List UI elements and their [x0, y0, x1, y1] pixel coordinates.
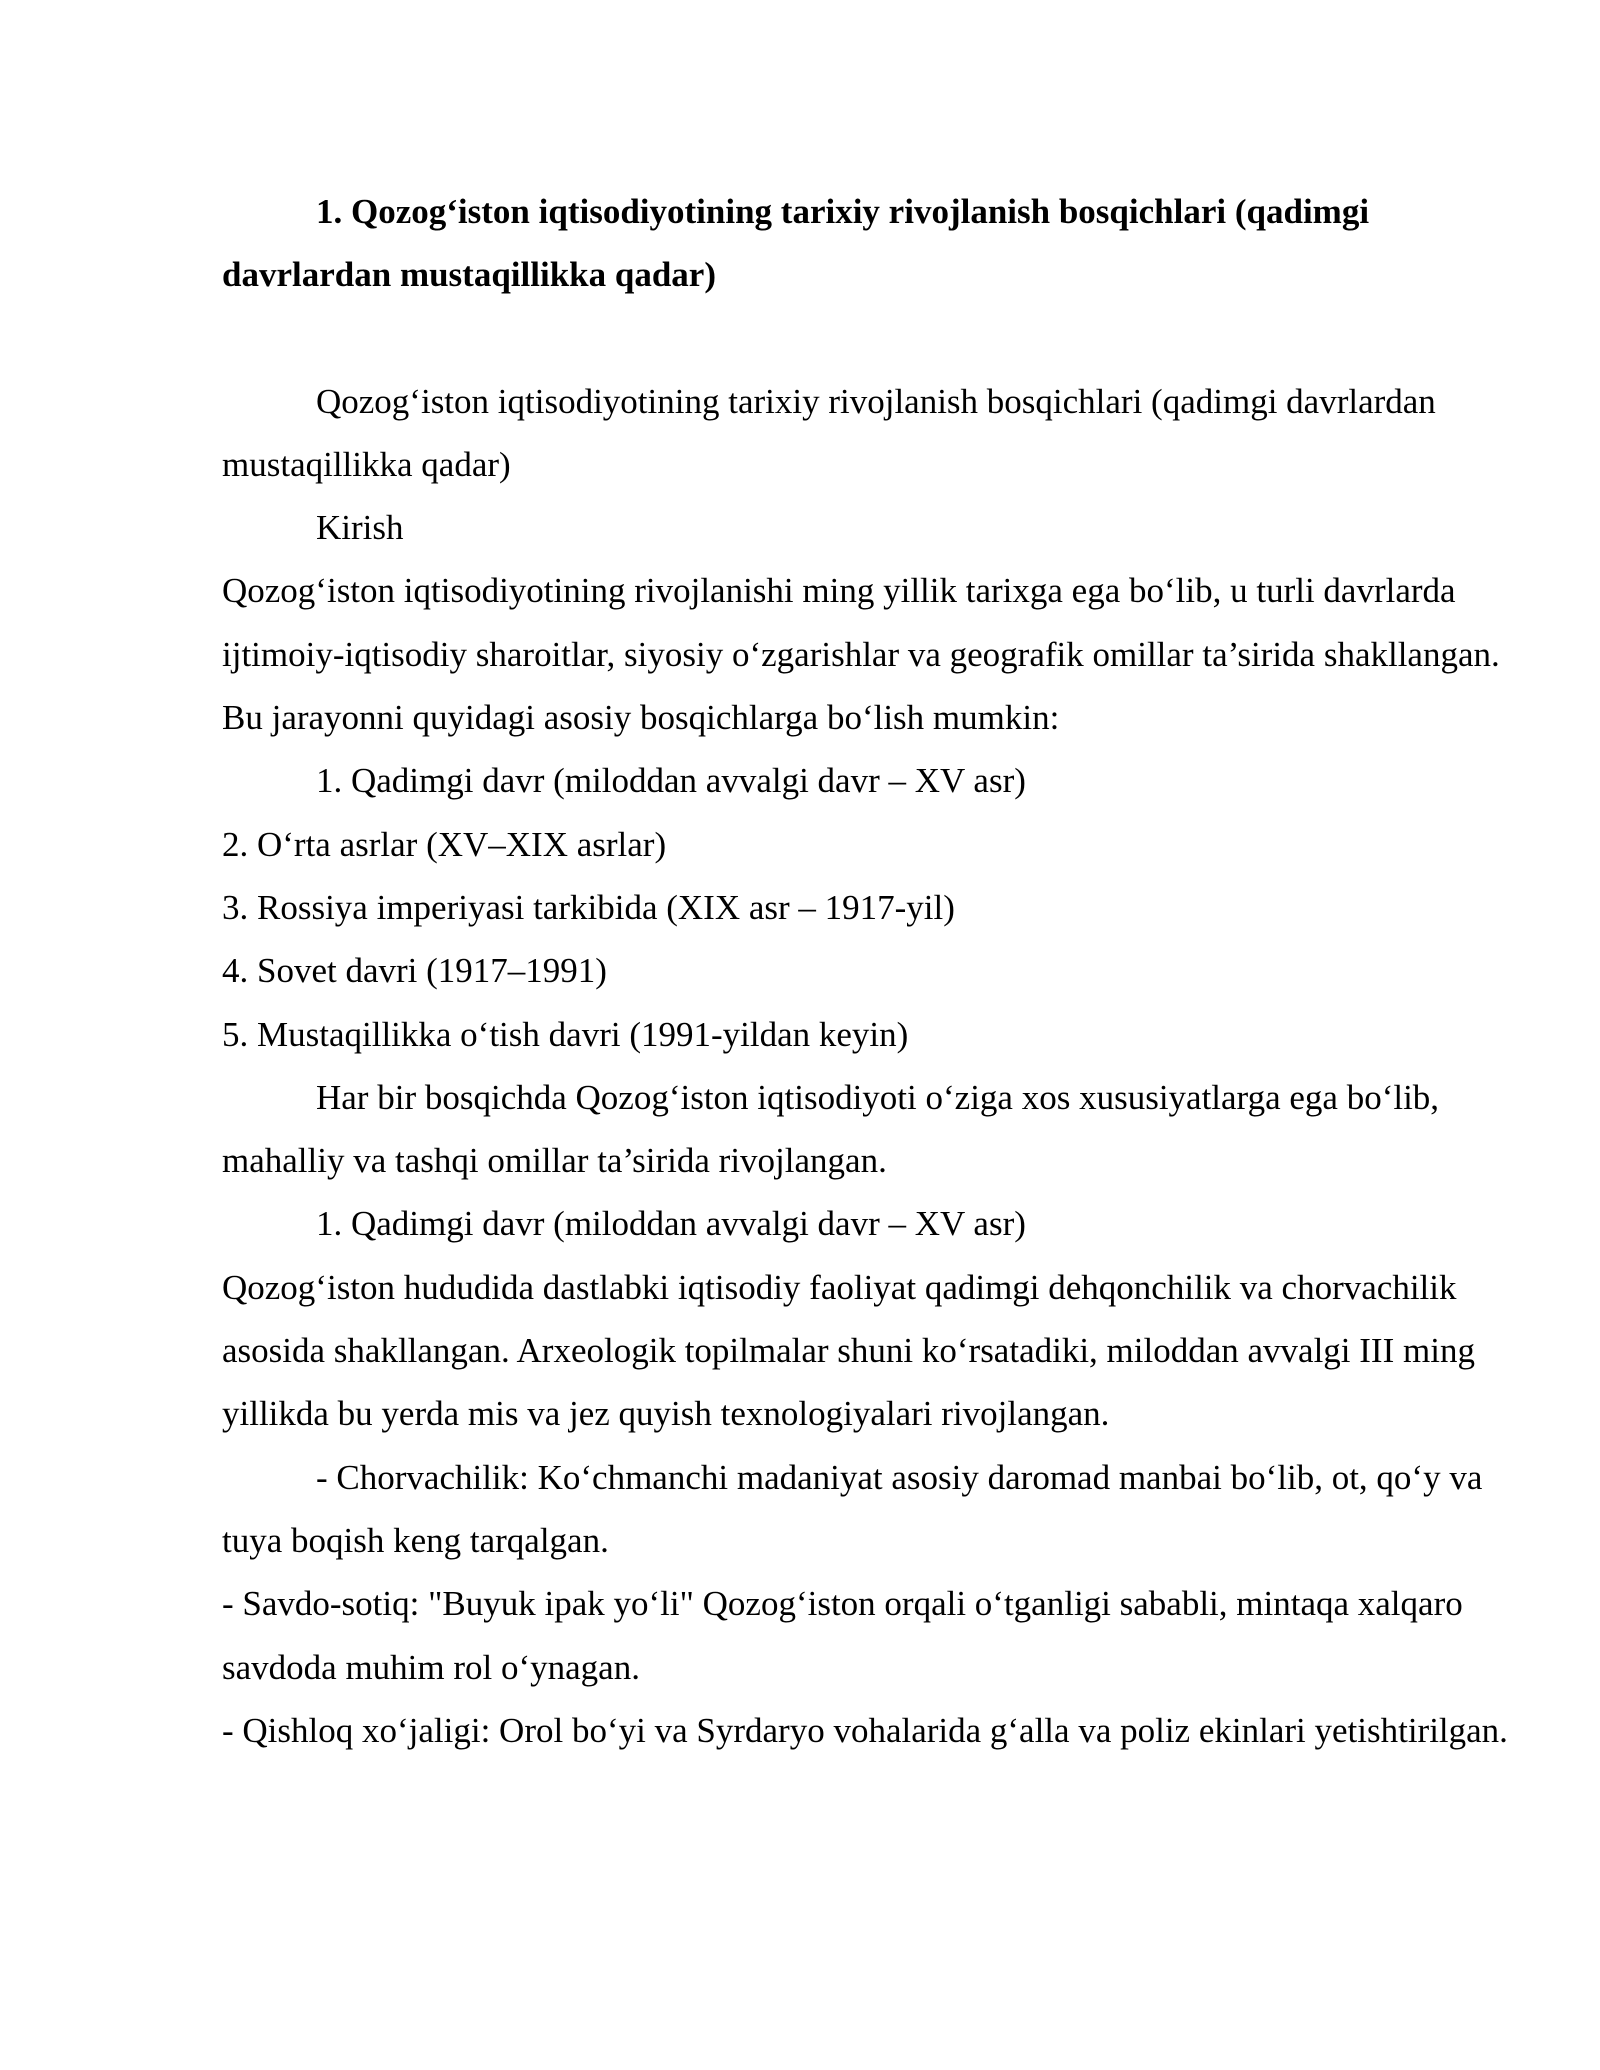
bullet-agriculture: - Qishloq xo‘jaligi: Orol bo‘yi va Syrdaryo vohalarida g‘alla va poliz ekinlari yetishtirilgan.	[222, 1710, 1508, 1750]
list-item-4: 4. Sovet davri (1917–1991)	[222, 951, 607, 991]
paragraph-ancient: Qozog‘iston hududida dastlabki iqtisodiy faoliyat qadimgi dehqonchilik va chorvachilik asosida shakllangan. Arxeologik topilmalar shuni ko‘rsatadiki, miloddan avvalgi III ming yillikda bu yerda mis va jez quyish texnologiyalari rivojlangan.	[222, 1267, 1475, 1434]
paragraph-intro: Qozog‘iston iqtisodiyotining rivojlanishi ming yillik tarixga ega bo‘lib, u turli davrlarda ijtimoiy-iqtisodiy sharoitlar, siyosiy o‘zgarishlar va geografik omillar ta’sirida shakllangan. Bu jarayonni quyidagi asosiy bosqichlarga bo‘lish mumkin:	[222, 571, 1500, 738]
paragraph-kirish: Kirish	[316, 508, 404, 548]
section-heading: 1. Qozog‘iston iqtisodiyotining tarixiy rivojlanish bosqichlari (qadimgi davrlardan mustaqillikka qadar)	[222, 192, 1370, 295]
paragraph-summary: Har bir bosqichda Qozog‘iston iqtisodiyoti o‘ziga xos xususiyatlarga ega bo‘lib, mahalliy va tashqi omillar ta’sirida rivojlangan.	[222, 1077, 1440, 1181]
document-body	[222, 180, 1512, 1762]
list-item-1: 1. Qadimgi davr (miloddan avvalgi davr – XV asr)	[316, 761, 1026, 801]
bullet-trade: - Savdo-sotiq: "Buyuk ipak yo‘li" Qozog‘iston orqali o‘tganligi sababli, mintaqa xalqaro savdoda muhim rol o‘ynagan.	[222, 1584, 1463, 1687]
list-item-3: 3. Rossiya imperiyasi tarkibida (XIX asr – 1917-yil)	[222, 887, 955, 927]
subheading-ancient-period: 1. Qadimgi davr (miloddan avvalgi davr – XV asr)	[316, 1204, 1026, 1244]
paragraph-title-repeat: Qozog‘iston iqtisodiyotining tarixiy rivojlanish bosqichlari (qadimgi davrlardan mustaqillikka qadar)	[222, 381, 1436, 484]
list-item-5: 5. Mustaqillikka o‘tish davri (1991-yildan keyin)	[222, 1014, 909, 1054]
bullet-livestock: - Chorvachilik: Ko‘chmanchi madaniyat asosiy daromad manbai bo‘lib, ot, qo‘y va tuya boqish keng tarqalgan.	[222, 1457, 1483, 1560]
list-item-2: 2. O‘rta asrlar (XV–XIX asrlar)	[222, 824, 667, 864]
